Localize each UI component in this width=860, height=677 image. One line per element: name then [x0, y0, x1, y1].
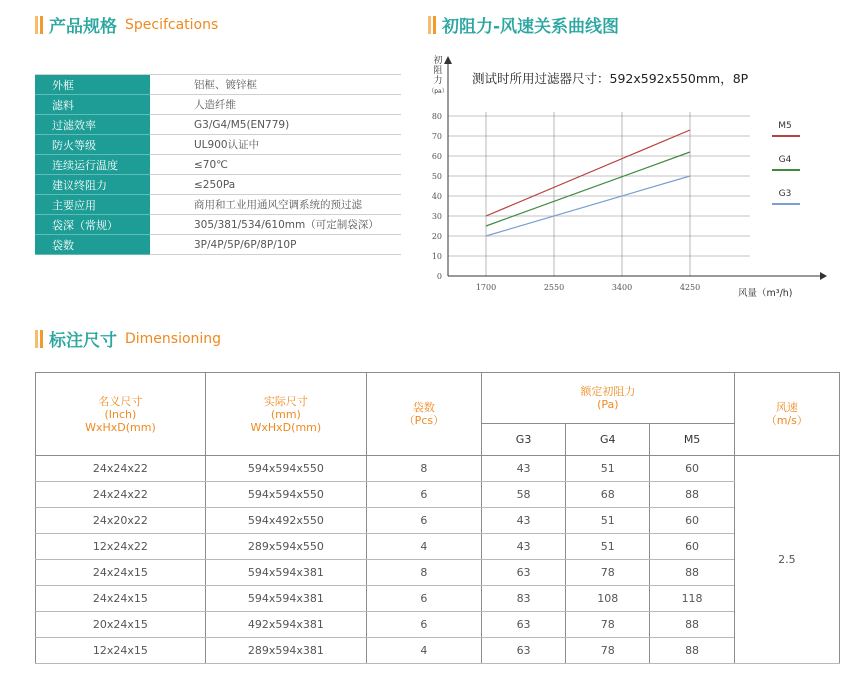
header-airspeed-line: 风速	[775, 401, 798, 414]
y-axis-label: （pa）	[428, 88, 448, 95]
header-nominal-line: WxHxD(mm)	[85, 420, 156, 434]
y-tick-label: 80	[431, 112, 442, 121]
header-bags-line: （Pcs）	[403, 414, 445, 427]
spec-value: 铝框、镀锌框	[150, 75, 401, 95]
spec-row	[35, 235, 401, 255]
title-bar-icon	[35, 330, 43, 348]
cell-bags: 4	[366, 638, 481, 664]
header-nominal-line: 名义尺寸	[98, 394, 143, 408]
spec-key: 建议终阻力	[35, 175, 150, 195]
cell-m5: 118	[650, 586, 734, 612]
cell-actual: 492x594x381	[205, 612, 366, 638]
y-tick-label: 60	[431, 152, 442, 161]
spec-value: 305/381/534/610mm（可定制袋深）	[150, 215, 401, 235]
x-axis-label: 风量（m³/h)	[738, 288, 793, 299]
cell-g3: 63	[481, 638, 565, 664]
chart-title-cn: 初阻力-风速关系曲线图	[442, 17, 620, 37]
spec-key: 过滤效率	[35, 115, 150, 135]
chart-title: 测试时所用过滤器尺寸：592x592x550mm，8P	[472, 71, 749, 86]
header-actual	[205, 373, 366, 456]
y-axis-label: 力	[433, 76, 443, 86]
cell-m5: 60	[650, 508, 734, 534]
header-resistance-line: (Pa)	[597, 398, 619, 412]
table-row	[36, 508, 840, 534]
cell-nominal: 24x24x15	[36, 560, 206, 586]
cell-g4: 78	[566, 612, 650, 638]
cell-airspeed: 2.5	[734, 456, 839, 664]
y-tick-label: 10	[431, 252, 442, 261]
spec-row	[35, 155, 401, 175]
x-tick-label: 4250	[679, 283, 701, 292]
cell-g4: 78	[566, 638, 650, 664]
title-bar-icon	[428, 16, 436, 34]
y-tick-label: 0	[436, 272, 442, 281]
legend-label: G4	[778, 155, 792, 165]
cell-g4: 78	[566, 560, 650, 586]
spec-value: ≤70℃	[150, 155, 401, 175]
cell-nominal: 24x24x15	[36, 586, 206, 612]
x-axis-arrow-icon	[820, 272, 827, 280]
cell-nominal: 24x24x22	[36, 482, 206, 508]
cell-g4: 51	[566, 534, 650, 560]
header-resistance	[481, 373, 734, 424]
cell-nominal: 12x24x22	[36, 534, 206, 560]
cell-g4: 51	[566, 508, 650, 534]
header-g3: G3	[481, 424, 565, 456]
cell-g3: 63	[481, 560, 565, 586]
table-row	[36, 612, 840, 638]
cell-g4: 51	[566, 456, 650, 482]
header-nominal-line: (Inch)	[104, 407, 137, 421]
spec-row	[35, 195, 401, 215]
spec-row	[35, 175, 401, 195]
y-tick-label: 70	[431, 132, 442, 141]
table-row	[36, 482, 840, 508]
spec-value: UL900认证中	[150, 135, 401, 155]
y-axis-label: 阻	[433, 66, 443, 76]
spec-title-en: Specifcations	[125, 16, 219, 33]
cell-actual: 594x594x550	[205, 456, 366, 482]
cell-bags: 6	[366, 482, 481, 508]
header-m5: M5	[650, 424, 734, 456]
header-resistance-line: 额定初阻力	[580, 385, 636, 399]
spec-row	[35, 75, 401, 95]
dimension-table	[35, 372, 840, 664]
cell-nominal: 24x20x22	[36, 508, 206, 534]
cell-bags: 6	[366, 586, 481, 612]
cell-bags: 8	[366, 456, 481, 482]
cell-m5: 88	[650, 560, 734, 586]
spec-value: G3/G4/M5(EN779)	[150, 115, 401, 135]
cell-g3: 43	[481, 534, 565, 560]
header-g4: G4	[566, 424, 650, 456]
cell-actual: 289x594x550	[205, 534, 366, 560]
spec-value: ≤250Pa	[150, 175, 401, 195]
y-tick-label: 40	[431, 192, 442, 201]
cell-bags: 6	[366, 508, 481, 534]
header-actual-line: WxHxD(mm)	[250, 420, 322, 434]
y-tick-label: 50	[431, 172, 442, 181]
header-bags-line: 袋数	[412, 401, 435, 414]
y-tick-label: 20	[431, 232, 442, 241]
cell-actual: 594x492x550	[205, 508, 366, 534]
series-line-g3	[486, 176, 690, 236]
dimension-title-en: Dimensioning	[125, 330, 222, 347]
cell-actual: 289x594x381	[205, 638, 366, 664]
cell-bags: 6	[366, 612, 481, 638]
x-tick-label: 3400	[611, 283, 633, 292]
spec-table	[35, 74, 401, 255]
spec-key: 袋数	[35, 235, 150, 255]
header-airspeed-line: （m/s）	[765, 414, 808, 427]
spec-key: 连续运行温度	[35, 155, 150, 175]
series-line-m5	[486, 130, 690, 216]
legend-label: M5	[778, 121, 792, 131]
spec-row	[35, 215, 401, 235]
y-tick-label: 30	[431, 212, 442, 221]
dimension-title-cn: 标注尺寸	[49, 331, 117, 351]
cell-g3: 58	[481, 482, 565, 508]
cell-actual: 594x594x381	[205, 560, 366, 586]
chart-section-title	[428, 12, 619, 37]
spec-value: 3P/4P/5P/6P/8P/10P	[150, 235, 401, 255]
header-actual-line: 实际尺寸	[263, 394, 308, 408]
cell-m5: 60	[650, 534, 734, 560]
cell-g4: 68	[566, 482, 650, 508]
cell-g3: 83	[481, 586, 565, 612]
y-axis-label: 初	[433, 56, 443, 66]
table-row	[36, 456, 840, 482]
cell-actual: 594x594x381	[205, 586, 366, 612]
series-line-g4	[486, 152, 690, 226]
resistance-airflow-chart	[420, 50, 840, 310]
x-tick-label: 2550	[543, 283, 565, 292]
cell-g3: 43	[481, 456, 565, 482]
legend-label: G3	[778, 189, 792, 199]
spec-section-title	[35, 12, 218, 37]
table-row	[36, 560, 840, 586]
spec-key: 主要应用	[35, 195, 150, 215]
spec-value: 人造纤维	[150, 95, 401, 115]
header-actual-line: (mm)	[270, 407, 301, 421]
spec-value: 商用和工业用通风空调系统的预过滤	[150, 195, 401, 215]
spec-key: 防火等级	[35, 135, 150, 155]
cell-m5: 88	[650, 612, 734, 638]
cell-g4: 108	[566, 586, 650, 612]
cell-nominal: 24x24x22	[36, 456, 206, 482]
cell-nominal: 20x24x15	[36, 612, 206, 638]
spec-row	[35, 115, 401, 135]
spec-key: 袋深（常规）	[35, 215, 150, 235]
table-row	[36, 586, 840, 612]
cell-actual: 594x594x550	[205, 482, 366, 508]
table-row	[36, 534, 840, 560]
spec-row	[35, 95, 401, 115]
cell-m5: 88	[650, 638, 734, 664]
cell-bags: 4	[366, 534, 481, 560]
spec-title-cn: 产品规格	[49, 17, 117, 37]
cell-m5: 88	[650, 482, 734, 508]
cell-g3: 43	[481, 508, 565, 534]
dimension-section-title	[35, 326, 221, 351]
header-bags	[366, 373, 481, 456]
y-axis-arrow-icon	[444, 56, 452, 64]
spec-key: 外框	[35, 75, 150, 95]
header-nominal	[36, 373, 206, 456]
table-row	[36, 638, 840, 664]
cell-g3: 63	[481, 612, 565, 638]
spec-row	[35, 135, 401, 155]
cell-bags: 8	[366, 560, 481, 586]
title-bar-icon	[35, 16, 43, 34]
spec-key: 滤料	[35, 95, 150, 115]
x-tick-label: 1700	[475, 283, 497, 292]
cell-nominal: 12x24x15	[36, 638, 206, 664]
cell-m5: 60	[650, 456, 734, 482]
header-airspeed	[734, 373, 839, 456]
